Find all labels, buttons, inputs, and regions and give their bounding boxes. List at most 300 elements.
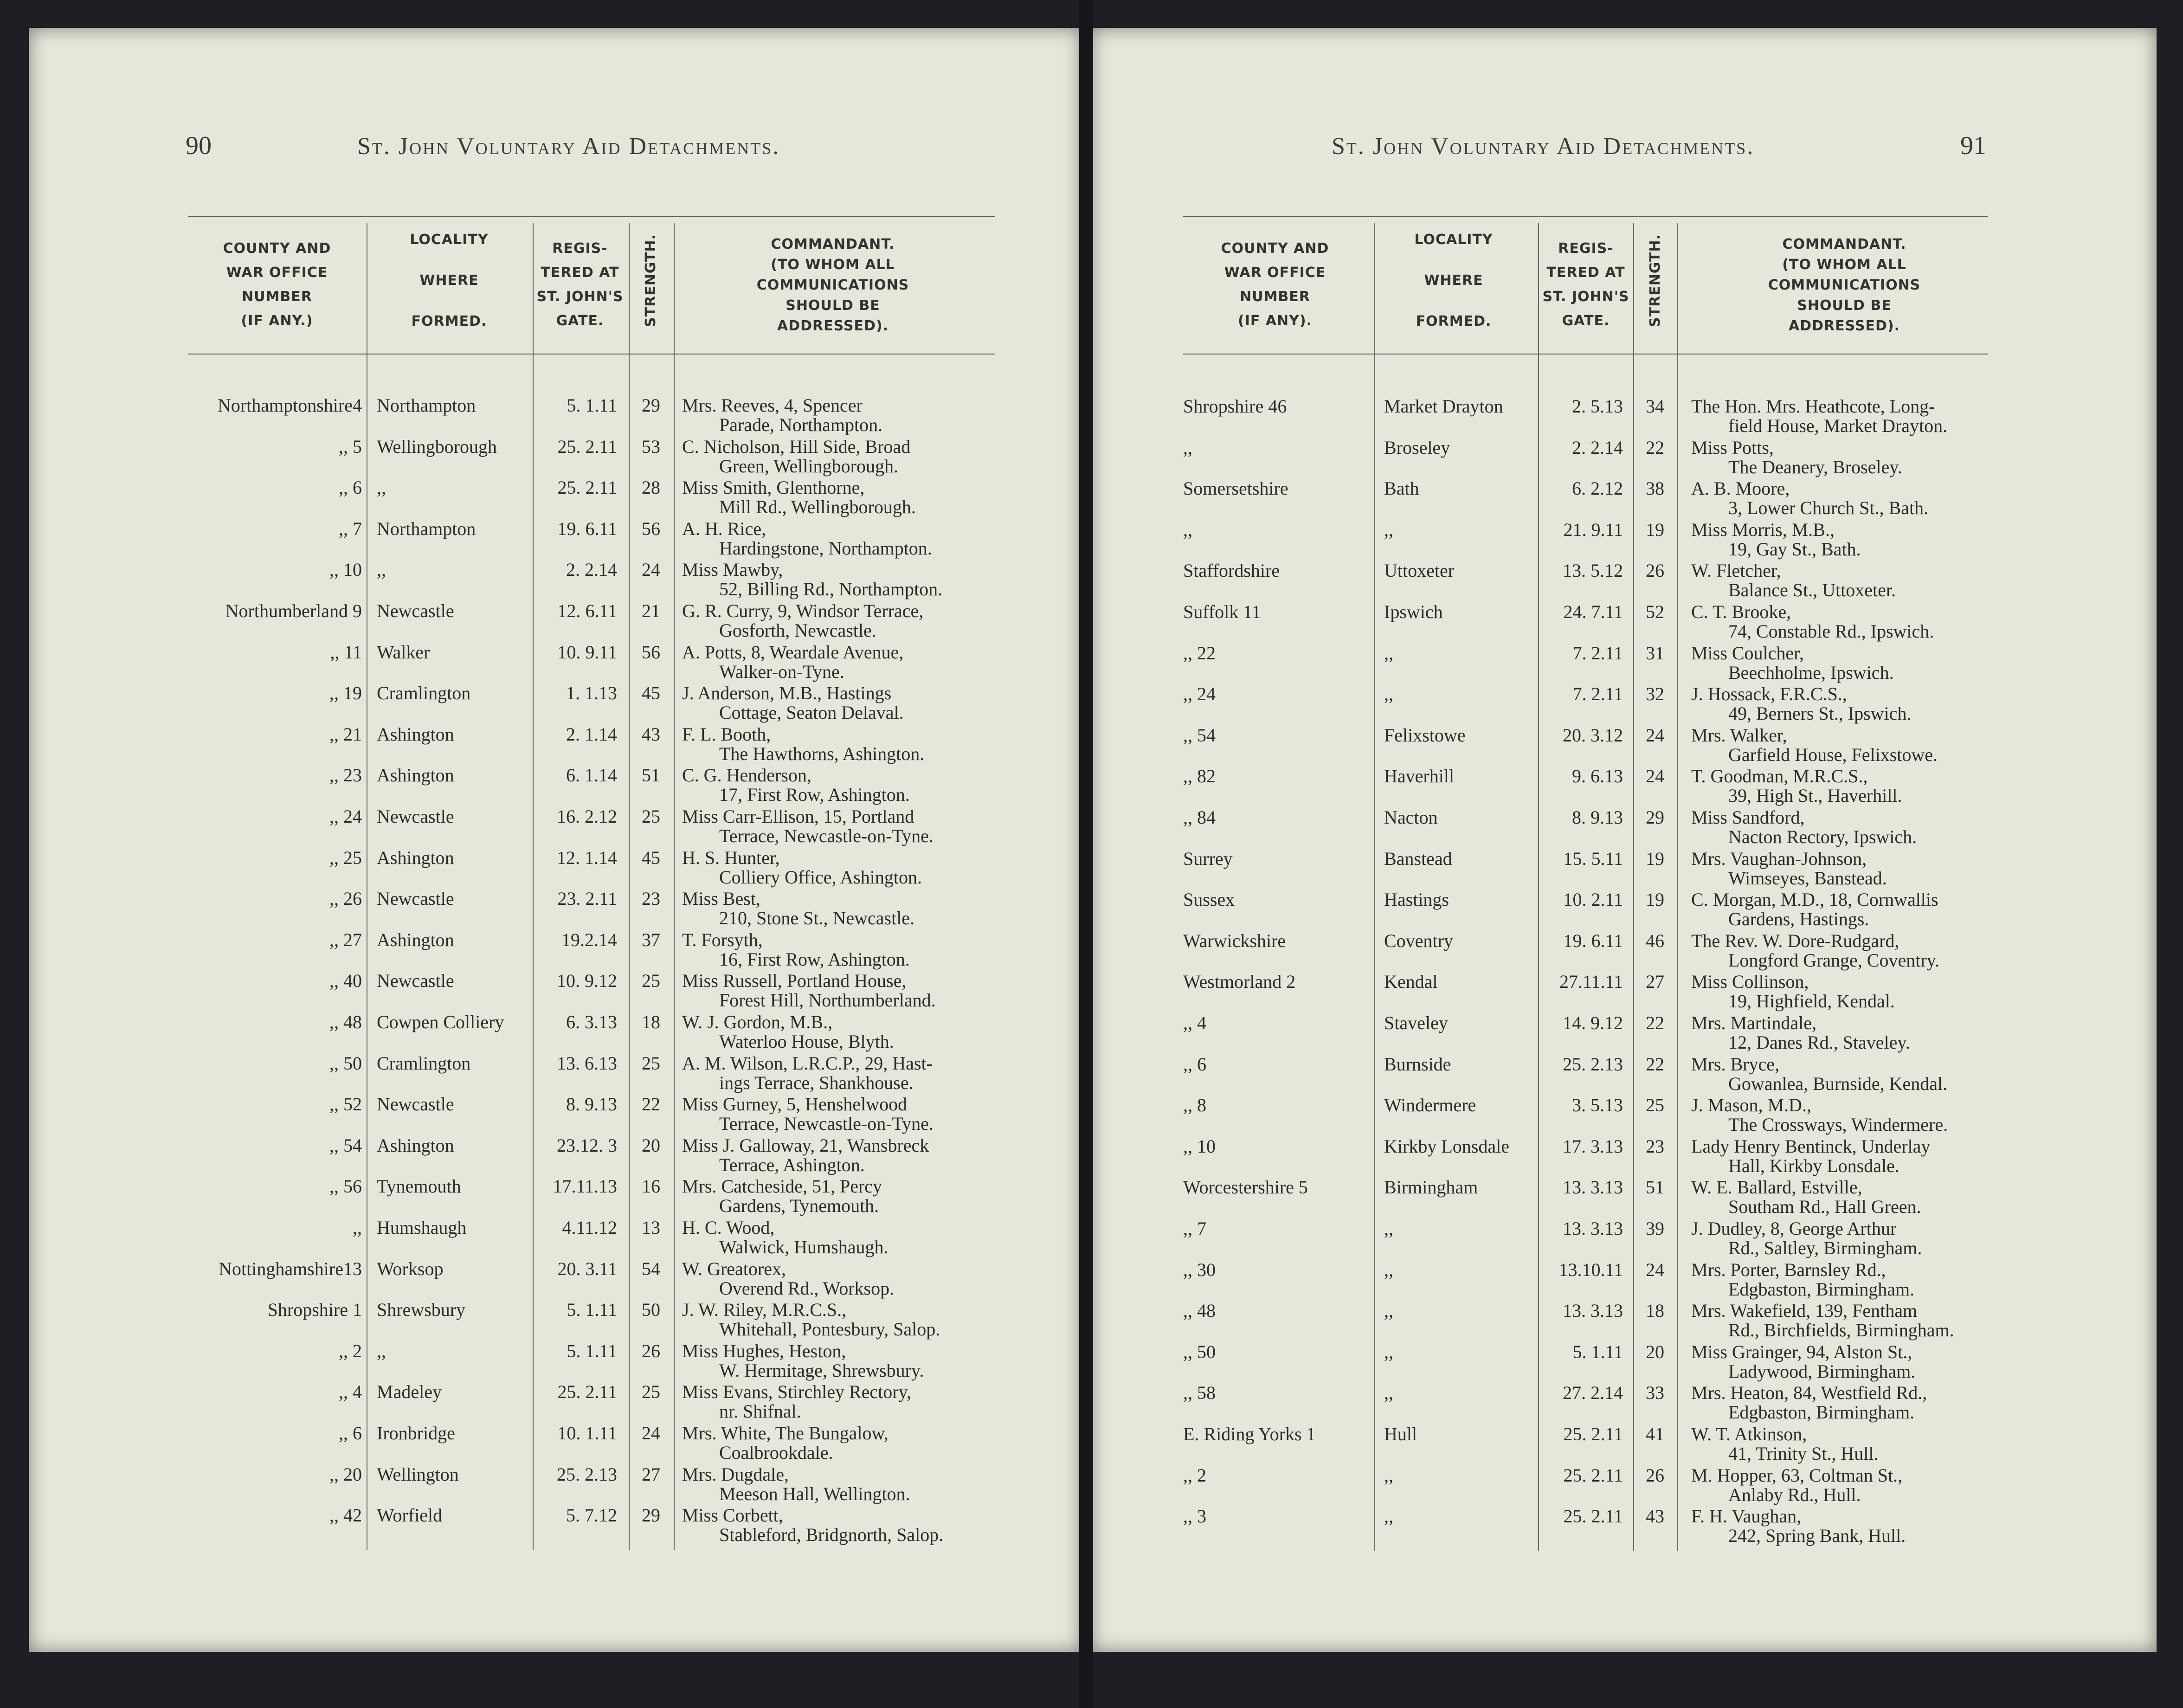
commandant-address-line: ings Terrace, Shankhouse. [719,1072,914,1093]
strength-cell: 29 [1646,807,1664,828]
strength-cell: 56 [642,518,660,539]
locality-cell: Ashington [377,1134,454,1156]
header-county: COUNTY AND WAR OFFICE NUMBER (IF ANY.) [223,240,331,329]
commandant-address-line: 41, Trinity St., Hull. [1728,1443,1879,1464]
header-locality: LOCALITY WHERE FORMED. [1414,232,1493,329]
registered-cell: 5. 1.11 [567,395,617,416]
strength-cell: 32 [1646,683,1664,705]
commandant-address-line: Rd., Saltley, Birmingham. [1728,1237,1922,1258]
registered-cell: 13. 3.13 [1563,1177,1623,1198]
locality-cell: Burnside [1384,1053,1451,1075]
county-cell: ,, [353,1217,362,1238]
commandant-address-line: 16, First Row, Ashington. [719,948,910,970]
county-cell: ,, 23 [329,765,362,786]
strength-cell: 29 [642,395,660,416]
county-cell: ,, 10 [1183,1135,1216,1157]
commandant-line: Miss Carr-Ellison, 15, Portland [682,806,914,827]
commandant-address-line: 17, First Row, Ashington. [719,784,910,806]
county-cell: ,, [1183,437,1192,458]
locality-cell: Northampton [377,395,476,416]
commandant-address-line: 39, High St., Haverhill. [1728,785,1902,806]
registered-cell: 25. 2.11 [557,1381,617,1403]
registered-cell: 7. 2.11 [1572,683,1623,705]
commandant-address-line: Parade, Northampton. [719,414,883,435]
strength-cell: 22 [1646,437,1664,458]
county-cell: ,, 7 [339,518,362,539]
header-registered: REGIS- TERED AT ST. JOHN'S GATE. [1542,240,1629,329]
locality-cell: Cramlington [377,683,471,704]
locality-cell: Staveley [1384,1012,1448,1033]
strength-cell: 19 [1646,848,1664,869]
strength-cell: 13 [642,1217,660,1238]
commandant-address-line: 19, Gay St., Bath. [1728,538,1861,560]
locality-cell: ,, [377,559,386,580]
commandant-address-line: Edgbaston, Birmingham. [1728,1402,1915,1423]
county-cell: ,, 50 [1183,1341,1216,1362]
strength-cell: 51 [1646,1177,1664,1198]
county-cell: ,, 54 [1183,724,1216,746]
strength-cell: 22 [1646,1012,1664,1033]
strength-cell: 26 [1646,560,1664,581]
locality-cell: Broseley [1384,437,1450,458]
commandant-line: Mrs. Porter, Barnsley Rd., [1691,1259,1886,1280]
county-cell: ,, 4 [1183,1012,1206,1033]
locality-cell: Cramlington [377,1052,471,1074]
commandant-line: W. Fletcher, [1691,560,1781,581]
county-cell: ,, 52 [329,1094,362,1115]
strength-cell: 25 [642,1381,660,1403]
county-cell: ,, 11 [330,641,362,663]
commandant-line: J. Mason, M.D., [1691,1095,1811,1116]
registered-cell: 23.12. 3 [557,1134,617,1156]
commandant-line: Miss Collinson, [1691,971,1809,993]
county-cell: Sussex [1183,889,1235,910]
commandant-line: T. Goodman, M.R.C.S., [1691,766,1868,787]
strength-cell: 26 [642,1340,660,1361]
locality-cell: Newcastle [377,1094,454,1115]
registered-cell: 5. 1.11 [567,1340,617,1361]
commandant-line: Mrs. Dugdale, [682,1463,789,1485]
commandant-line: Miss Morris, M.B., [1691,519,1835,540]
commandant-line: Mrs. Catcheside, 51, Percy [682,1176,882,1197]
strength-cell: 21 [642,600,660,621]
commandant-address-line: Gardens, Hastings. [1728,909,1869,930]
locality-cell: Wellington [377,1463,459,1485]
locality-cell: Ashington [377,929,454,950]
commandant-address-line: Wimseyes, Banstead. [1728,867,1887,889]
running-head: St. John Voluntary Aid Detachments. [1332,133,1755,160]
column-rule [1677,223,1678,1551]
county-cell: ,, 48 [1183,1300,1216,1321]
locality-cell: Northampton [377,518,476,539]
commandant-line: J. Hossack, F.R.C.S., [1691,683,1847,705]
commandant-address-line: Southam Rd., Hall Green. [1728,1196,1921,1218]
locality-cell: Hastings [1384,889,1449,910]
strength-cell: 23 [1646,1135,1664,1157]
locality-cell: ,, [1384,1506,1393,1527]
commandant-address-line: Forest Hill, Northumberland. [719,990,936,1011]
locality-cell: ,, [1384,1218,1393,1239]
locality-cell: ,, [1384,1464,1393,1486]
strength-cell: 33 [1646,1382,1664,1404]
registered-cell: 20. 3.11 [557,1258,617,1279]
locality-cell: Banstead [1384,848,1452,869]
county-cell: Shropshire 46 [1183,396,1287,417]
registered-cell: 27. 2.14 [1563,1382,1623,1404]
commandant-address-line: Hardingstone, Northampton. [719,537,932,559]
registered-cell: 19. 6.11 [557,518,617,539]
county-cell: ,, 6 [339,1423,362,1444]
commandant-line: A. H. Rice, [682,518,766,539]
locality-cell: ,, [1384,642,1393,664]
header-county: COUNTY AND WAR OFFICE NUMBER (IF ANY). [1221,240,1329,329]
county-cell: Staffordshire [1183,560,1280,581]
locality-cell: Humshaugh [377,1217,467,1238]
commandant-address-line: Anlaby Rd., Hull. [1728,1484,1861,1505]
registered-cell: 6. 2.12 [1572,478,1623,499]
locality-cell: Madeley [377,1381,442,1403]
registered-cell: 10. 2.11 [1563,889,1623,910]
commandant-address-line: Terrace, Ashington. [719,1154,865,1175]
strength-cell: 27 [1646,971,1664,993]
commandant-address-line: Gosforth, Newcastle. [719,620,876,641]
registered-cell: 5. 1.11 [1572,1341,1623,1362]
county-cell: ,, 50 [329,1052,362,1074]
running-head: St. John Voluntary Aid Detachments. [357,133,780,160]
commandant-line: A. M. Wilson, L.R.C.P., 29, Hast- [682,1052,933,1074]
commandant-address-line: Meeson Hall, Wellington. [719,1483,910,1504]
commandant-line: W. T. Atkinson, [1691,1424,1807,1444]
county-cell: ,, 25 [329,847,362,868]
strength-cell: 45 [642,683,660,704]
strength-cell: 28 [642,477,660,498]
registered-cell: 10. 9.11 [557,641,617,663]
header-commandant: COMMANDANT. (TO WHOM ALL COMMUNICATIONS SHOULD BE ADDRESSED). [756,236,909,334]
strength-cell: 25 [1646,1095,1664,1116]
county-cell: ,, 26 [329,888,362,909]
locality-cell: Shrewsbury [377,1299,466,1321]
county-cell: Shropshire 1 [267,1299,362,1321]
county-cell: ,, 58 [1183,1382,1216,1404]
locality-cell: Worksop [377,1258,444,1279]
strength-cell: 41 [1646,1424,1664,1444]
strength-cell: 31 [1646,642,1664,664]
locality-cell: Kirkby Lonsdale [1384,1135,1509,1157]
locality-cell: Felixstowe [1384,724,1466,746]
county-cell: ,, 6 [339,477,362,498]
locality-cell: Kendal [1384,971,1438,993]
strength-cell: 24 [1646,766,1664,787]
commandant-line: The Hon. Mrs. Heathcote, Long- [1691,396,1935,417]
commandant-address-line: The Hawthorns, Ashington. [719,743,925,764]
county-cell: Suffolk 11 [1183,601,1261,622]
commandant-address-line: 3, Lower Church St., Bath. [1728,497,1929,519]
commandant-address-line: Green, Wellingborough. [719,455,898,477]
registered-cell: 25. 2.13 [1563,1053,1623,1075]
commandant-line: Miss J. Galloway, 21, Wansbreck [682,1134,929,1156]
header-locality: LOCALITY WHERE FORMED. [410,232,489,329]
registered-cell: 8. 9.13 [1572,807,1623,828]
county-cell: ,, 6 [1183,1053,1206,1075]
county-cell: ,, 8 [1183,1095,1206,1116]
strength-cell: 25 [642,806,660,827]
locality-cell: Uttoxeter [1384,560,1455,581]
commandant-address-line: The Deanery, Broseley. [1728,456,1902,477]
locality-cell: ,, [1384,1341,1393,1362]
registered-cell: 4.11.12 [562,1217,617,1238]
county-cell: ,, 3 [1183,1506,1206,1527]
locality-cell: Tynemouth [377,1176,461,1197]
locality-cell: Bath [1384,478,1419,499]
county-cell: ,, 84 [1183,807,1216,828]
county-cell: ,, 56 [329,1176,362,1197]
commandant-address-line: Whitehall, Pontesbury, Salop. [719,1319,940,1340]
commandant-address-line: The Crossways, Windermere. [1728,1114,1948,1135]
commandant-line: Lady Henry Bentinck, Underlay [1691,1135,1931,1157]
county-cell: ,, 5 [339,436,362,457]
registered-cell: 10. 9.12 [557,970,617,992]
registered-cell: 2. 5.13 [1572,396,1623,417]
county-cell: ,, 30 [1183,1259,1216,1280]
county-cell: ,, 4 [339,1381,362,1403]
registered-cell: 25. 2.13 [557,1463,617,1485]
strength-cell: 34 [1646,396,1664,417]
commandant-line: Mrs. Bryce, [1691,1053,1779,1075]
locality-cell: ,, [377,477,386,498]
commandant-address-line: Walker-on-Tyne. [719,661,844,682]
strength-cell: 39 [1646,1218,1664,1239]
registered-cell: 13. 3.13 [1563,1300,1623,1321]
registered-cell: 20. 3.12 [1563,724,1623,746]
commandant-line: W. J. Gordon, M.B., [682,1012,833,1032]
registered-cell: 15. 5.11 [1563,848,1623,869]
registered-cell: 12. 6.11 [557,600,617,621]
registered-cell: 17.11.13 [553,1176,617,1197]
commandant-line: H. C. Wood, [682,1217,775,1238]
locality-cell: ,, [1384,519,1393,540]
strength-cell: 19 [1646,519,1664,540]
registered-cell: 13. 6.13 [557,1052,617,1074]
header-commandant: COMMANDANT. (TO WHOM ALL COMMUNICATIONS SHOULD BE ADDRESSED). [1768,236,1921,334]
county-cell: ,, 27 [329,929,362,950]
commandant-line: H. S. Hunter, [682,847,780,868]
strength-cell: 50 [642,1299,660,1321]
commandant-line: Mrs. Reeves, 4, Spencer [682,395,863,416]
locality-cell: Ironbridge [377,1423,455,1444]
locality-cell: Hull [1384,1424,1417,1444]
registered-cell: 13. 3.13 [1563,1218,1623,1239]
commandant-address-line: nr. Shifnal. [719,1401,801,1422]
county-cell: Westmorland 2 [1183,971,1296,993]
county-cell: ,, 42 [329,1505,362,1526]
county-cell: Northamptonshire4 [217,395,362,416]
commandant-address-line: Colliery Office, Ashington. [719,866,922,888]
commandant-address-line: Longford Grange, Coventry. [1728,949,1940,971]
commandant-line: Mrs. Vaughan-Johnson, [1691,848,1867,869]
strength-cell: 16 [642,1176,660,1197]
commandant-line: Miss Corbett, [682,1505,783,1526]
commandant-line: A. Potts, 8, Weardale Avenue, [682,641,904,663]
header-strength: STRENGTH. [643,234,659,327]
commandant-address-line: 210, Stone St., Newcastle. [719,908,915,929]
county-cell: ,, 40 [329,970,362,992]
registered-cell: 25. 2.11 [557,477,617,498]
registered-cell: 16. 2.12 [557,806,617,827]
commandant-address-line: Garfield House, Felixstowe. [1728,744,1938,765]
column-rule [674,223,675,1550]
registered-cell: 25. 2.11 [557,436,617,457]
commandant-address-line: Terrace, Newcastle-on-Tyne. [719,1113,934,1134]
county-cell: Worcestershire 5 [1183,1177,1308,1198]
commandant-line: Miss Russell, Portland House, [682,970,907,992]
commandant-line: Miss Hughes, Heston, [682,1340,846,1361]
commandant-line: G. R. Curry, 9, Windsor Terrace, [682,600,924,621]
commandant-line: C. Nicholson, Hill Side, Broad [682,436,911,457]
registered-cell: 8. 9.13 [566,1094,617,1115]
commandant-line: Mrs. Wakefield, 139, Fentham [1691,1300,1918,1321]
commandant-address-line: Hall, Kirkby Lonsdale. [1728,1155,1900,1176]
commandant-address-line: Nacton Rectory, Ipswich. [1728,826,1917,847]
commandant-address-line: Balance St., Uttoxeter. [1728,580,1896,601]
locality-cell: Ipswich [1384,601,1443,622]
commandant-line: C. G. Henderson, [682,765,811,786]
commandant-line: F. H. Vaughan, [1691,1506,1802,1527]
commandant-line: Miss Coulcher, [1691,642,1804,664]
strength-cell: 18 [642,1012,660,1032]
strength-cell: 20 [1646,1341,1664,1362]
strength-cell: 19 [1646,889,1664,910]
locality-cell: Newcastle [377,970,454,992]
registered-cell: 3. 5.13 [1572,1095,1623,1116]
registered-cell: 9. 6.13 [1572,766,1623,787]
commandant-line: M. Hopper, 63, Coltman St., [1691,1464,1903,1486]
commandant-line: Mrs. Walker, [1691,724,1787,746]
commandant-address-line: Terrace, Newcastle-on-Tyne. [719,825,934,846]
county-cell: Somersetshire [1183,478,1288,499]
strength-cell: 54 [642,1258,660,1279]
strength-cell: 51 [642,765,660,786]
registered-cell: 13.10.11 [1558,1259,1623,1280]
registered-cell: 23. 2.11 [557,888,617,909]
locality-cell: Cowpen Colliery [377,1012,504,1032]
commandant-line: Miss Gurney, 5, Henshelwood [682,1094,908,1115]
commandant-line: W. E. Ballard, Estville, [1691,1177,1862,1198]
county-cell: ,, 2 [1183,1464,1206,1486]
commandant-line: Miss Smith, Glenthorne, [682,477,865,498]
registered-cell: 27.11.11 [1559,971,1623,993]
strength-cell: 18 [1646,1300,1664,1321]
registered-cell: 6. 3.13 [566,1012,617,1032]
county-cell: ,, 21 [329,723,362,745]
commandant-address-line: Stableford, Bridgnorth, Salop. [719,1524,944,1546]
locality-cell: Wellingborough [377,436,497,457]
commandant-address-line: 52, Billing Rd., Northampton. [719,579,943,600]
strength-cell: 24 [1646,724,1664,746]
strength-cell: 53 [642,436,660,457]
strength-cell: 56 [642,641,660,663]
commandant-line: Miss Sandford, [1691,807,1805,828]
strength-cell: 29 [642,1505,660,1526]
commandant-line: Mrs. White, The Bungalow, [682,1423,889,1444]
locality-cell: Ashington [377,847,454,868]
county-cell: E. Riding Yorks 1 [1183,1424,1316,1444]
strength-cell: 25 [642,1052,660,1074]
commandant-address-line: Beechholme, Ipswich. [1728,662,1894,683]
strength-cell: 22 [1646,1053,1664,1075]
strength-cell: 26 [1646,1464,1664,1486]
strength-cell: 46 [1646,930,1664,951]
commandant-address-line: Walwick, Humshaugh. [719,1237,889,1257]
county-cell: ,, 24 [1183,683,1216,705]
strength-cell: 20 [642,1134,660,1156]
county-cell: ,, 10 [329,559,362,580]
commandant-address-line: Rd., Birchfields, Birmingham. [1728,1320,1954,1341]
header-top-rule [1183,216,1988,217]
commandant-line: The Rev. W. Dore-Rudgard, [1691,930,1900,951]
locality-cell: Windermere [1384,1095,1476,1116]
registered-cell: 12. 1.14 [557,847,617,868]
locality-cell: ,, [1384,1382,1393,1404]
registered-cell: 21. 9.11 [1563,519,1623,540]
county-cell: ,, 54 [329,1134,362,1156]
strength-cell: 45 [642,847,660,868]
commandant-address-line: 12, Danes Rd., Staveley. [1728,1032,1910,1053]
registered-cell: 24. 7.11 [1563,601,1623,622]
commandant-line: C. T. Brooke, [1691,601,1791,622]
registered-cell: 5. 1.11 [567,1299,617,1321]
strength-cell: 43 [1646,1506,1664,1527]
locality-cell: ,, [1384,1300,1393,1321]
registered-cell: 7. 2.11 [1572,642,1623,664]
registered-cell: 2. 2.14 [566,559,617,580]
locality-cell: Newcastle [377,600,454,621]
commandant-line: Miss Grainger, 94, Alston St., [1691,1341,1913,1362]
strength-cell: 43 [642,723,660,745]
commandant-address-line: 242, Spring Bank, Hull. [1728,1525,1906,1547]
county-cell: ,, 24 [329,806,362,827]
header-strength: STRENGTH. [1647,234,1663,327]
locality-cell: Coventry [1384,930,1453,951]
locality-cell: Walker [377,641,430,663]
commandant-address-line: Mill Rd., Wellingborough. [719,496,916,518]
commandant-address-line: Gardens, Tynemouth. [719,1195,879,1217]
strength-cell: 52 [1646,601,1664,622]
commandant-line: T. Forsyth, [682,929,763,950]
locality-cell: Newcastle [377,888,454,909]
strength-cell: 24 [1646,1259,1664,1280]
registered-cell: 10. 1.11 [557,1423,617,1444]
strength-cell: 24 [642,559,660,580]
column-rule [1538,223,1539,1551]
registered-cell: 25. 2.11 [1563,1506,1623,1527]
commandant-address-line: 74, Constable Rd., Ipswich. [1728,621,1934,642]
county-cell: ,, 20 [329,1463,362,1485]
county-cell: ,, 22 [1183,642,1216,664]
commandant-line: A. B. Moore, [1691,478,1790,499]
commandant-line: Miss Potts, [1691,437,1774,458]
locality-cell: ,, [377,1340,386,1361]
registered-cell: 2. 2.14 [1572,437,1623,458]
commandant-line: Mrs. Heaton, 84, Westfield Rd., [1691,1382,1927,1404]
registered-cell: 2. 1.14 [566,723,617,745]
commandant-line: W. Greatorex, [682,1258,786,1279]
commandant-address-line: W. Hermitage, Shrewsbury. [719,1360,924,1381]
locality-cell: Ashington [377,765,454,786]
registered-cell: 5. 7.12 [566,1505,617,1526]
registered-cell: 17. 3.13 [1563,1135,1623,1157]
commandant-line: J. W. Riley, M.R.C.S., [682,1299,847,1321]
strength-cell: 23 [642,888,660,909]
